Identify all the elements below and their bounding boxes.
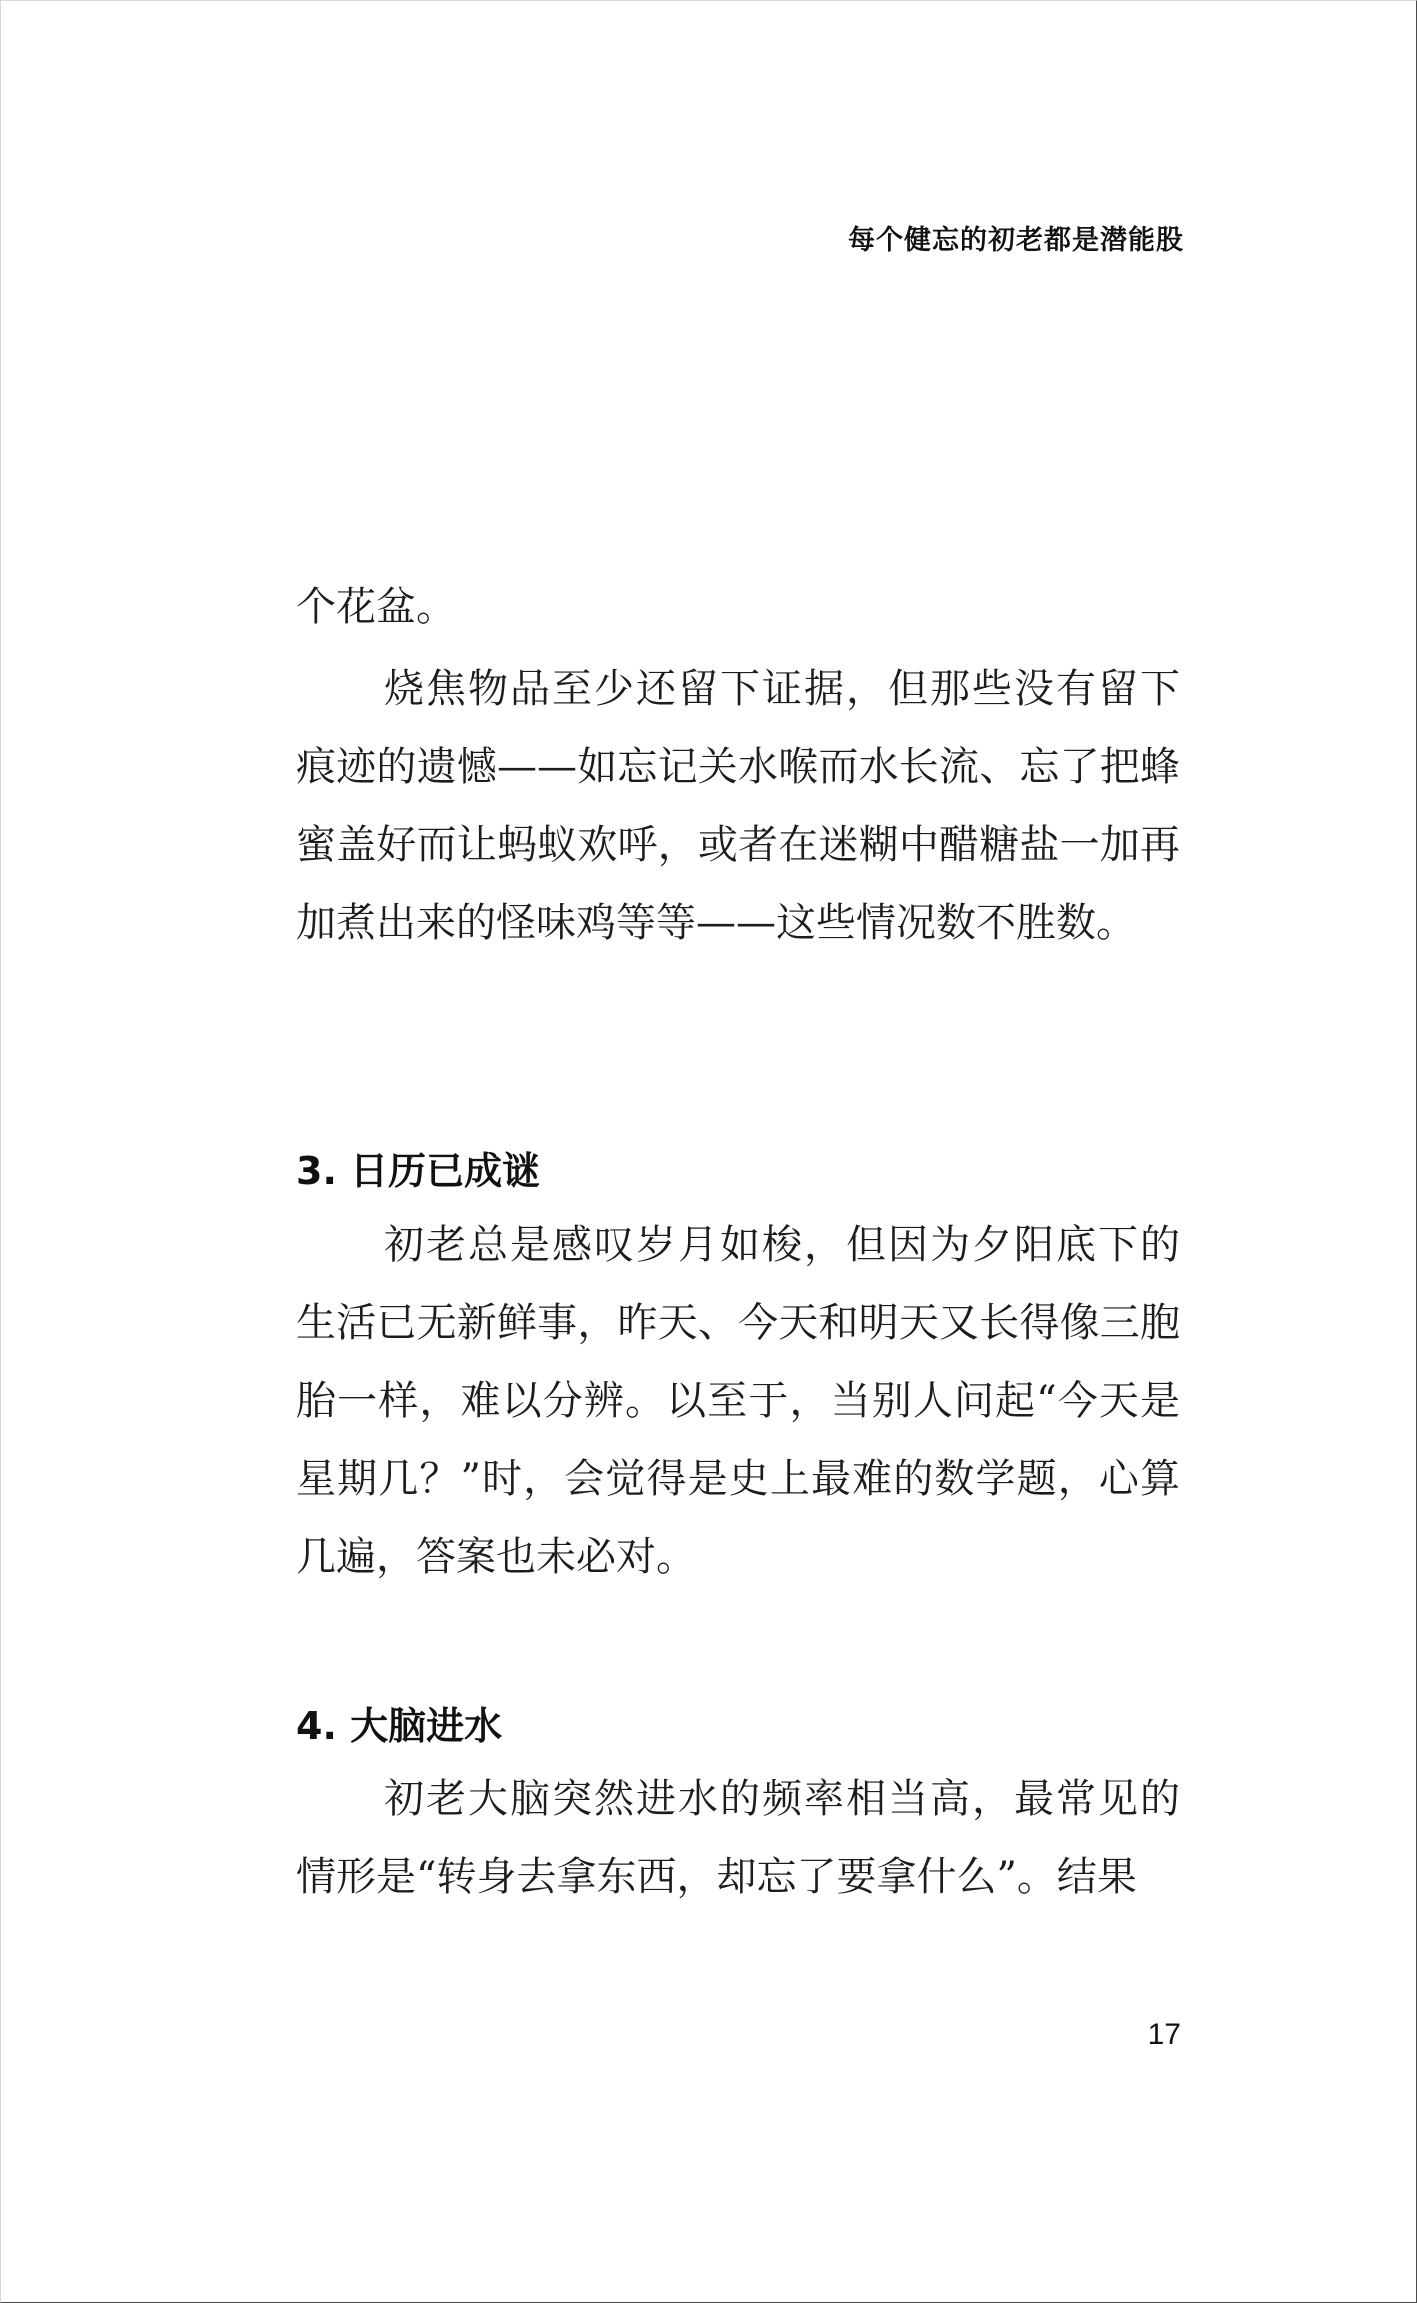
page-number: 17 xyxy=(1147,2018,1181,2051)
section-heading-brain: 4. 大脑进水 xyxy=(296,1704,503,1748)
section-heading-calendar: 3. 日历已成谜 xyxy=(296,1149,541,1193)
paragraph-calendar: 初老总是感叹岁月如梭，但因为夕阳底下的生活已无新鲜事，昨天、今天和明天又长得像三胞胎一样，难以分辨。以至于，当别人问起“今天是星期几？”时，会觉得是史上最难的数学题，心算几遍，答案也未必对。 xyxy=(296,1222,1180,1580)
paragraph-burnt-items: 烧焦物品至少还留下证据，但那些没有留下痕迹的遗憾——如忘记关水喉而水长流、忘了把蜂蜜盖好而让蚂蚁欢呼，或者在迷糊中醋糖盐一加再加煮出来的怪味鸡等等——这些情况数不胜数。 xyxy=(296,666,1180,946)
paragraph-continuation: 个花盆。 xyxy=(296,584,456,630)
paragraph-brain: 初老大脑突然进水的频率相当高，最常见的情形是“转身去拿东西，却忘了要拿什么”。结果 xyxy=(296,1776,1180,1900)
running-header: 每个健忘的初老都是潜能股 xyxy=(848,225,1184,256)
